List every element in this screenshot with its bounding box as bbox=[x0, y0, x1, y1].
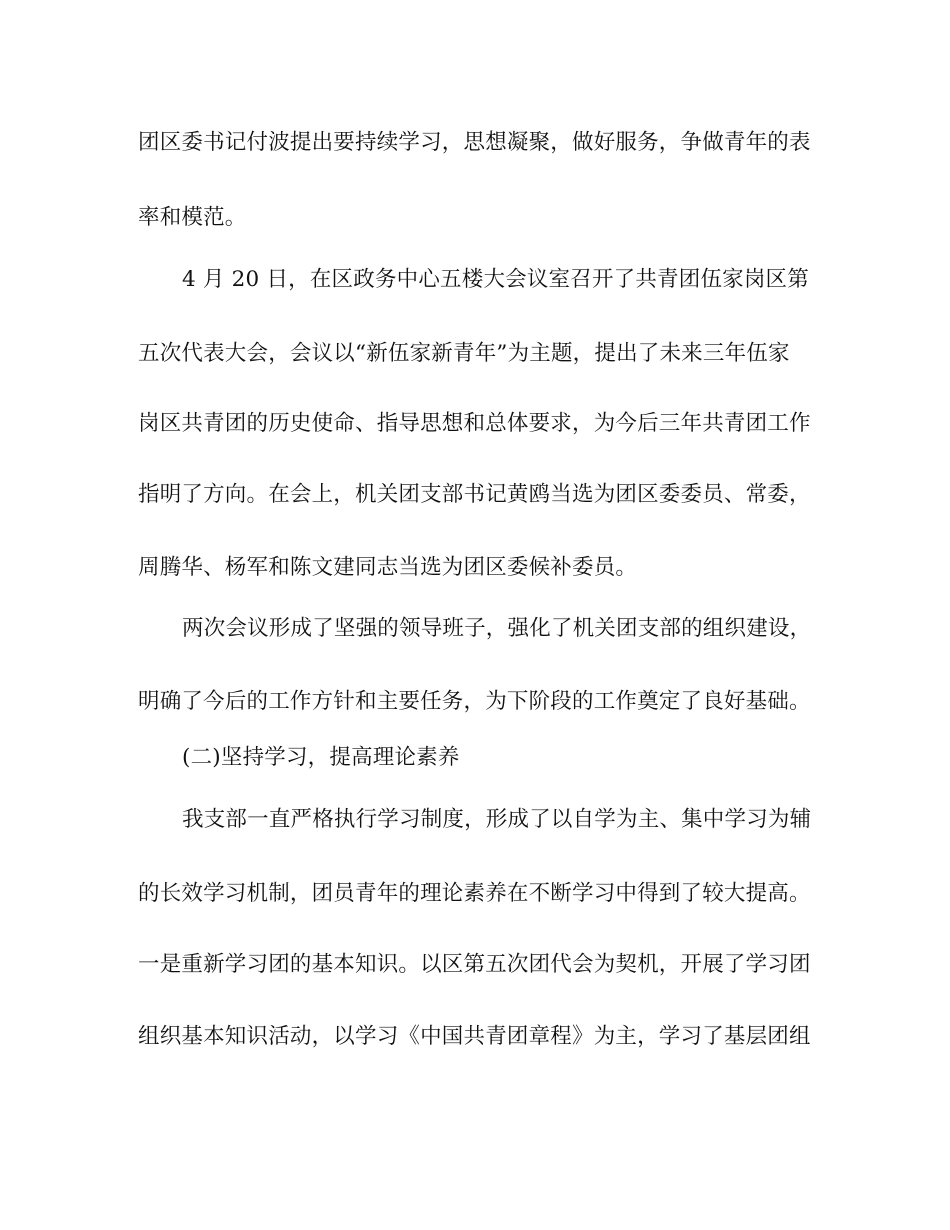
text-line: 周腾华、杨军和陈文建同志当选为团区委候补委员。 bbox=[138, 555, 638, 580]
text-line: 岗区共青团的历史使命、指导思想和总体要求，为今后三年共青团工作 bbox=[138, 411, 811, 436]
text-line: 率和模范。 bbox=[138, 205, 247, 230]
text-line: 的长效学习机制，团员青年的理论素养在不断学习中得到了较大提高。 bbox=[138, 881, 811, 906]
text-line: 4 月 20 日，在区政务中心五楼大会议室召开了共青团伍家岗区第 bbox=[182, 267, 809, 292]
text-line: 两次会议形成了坚强的领导班子，强化了机关团支部的组织建设， bbox=[182, 616, 812, 641]
text-line: 我支部一直严格执行学习制度，形成了以自学为主、集中学习为辅 bbox=[182, 807, 812, 832]
text-line: 团区委书记付波提出要持续学习，思想凝聚，做好服务，争做青年的表 bbox=[138, 130, 811, 155]
text-line: 指明了方向。在会上，机关团支部书记黄鸥当选为团区委委员、常委， bbox=[138, 482, 811, 507]
text-line: 一是重新学习团的基本知识。以区第五次团代会为契机，开展了学习团 bbox=[138, 952, 811, 977]
section-heading: (二)坚持学习，提高理论素养 bbox=[182, 745, 460, 770]
text-line: 明确了今后的工作方针和主要任务，为下阶段的工作奠定了良好基础。 bbox=[138, 689, 811, 714]
text-line: 五次代表大会，会议以“新伍家新青年”为主题，提出了未来三年伍家 bbox=[138, 341, 790, 366]
text-line: 组织基本知识活动，以学习《中国共青团章程》为主，学习了基层团组 bbox=[138, 1024, 811, 1049]
